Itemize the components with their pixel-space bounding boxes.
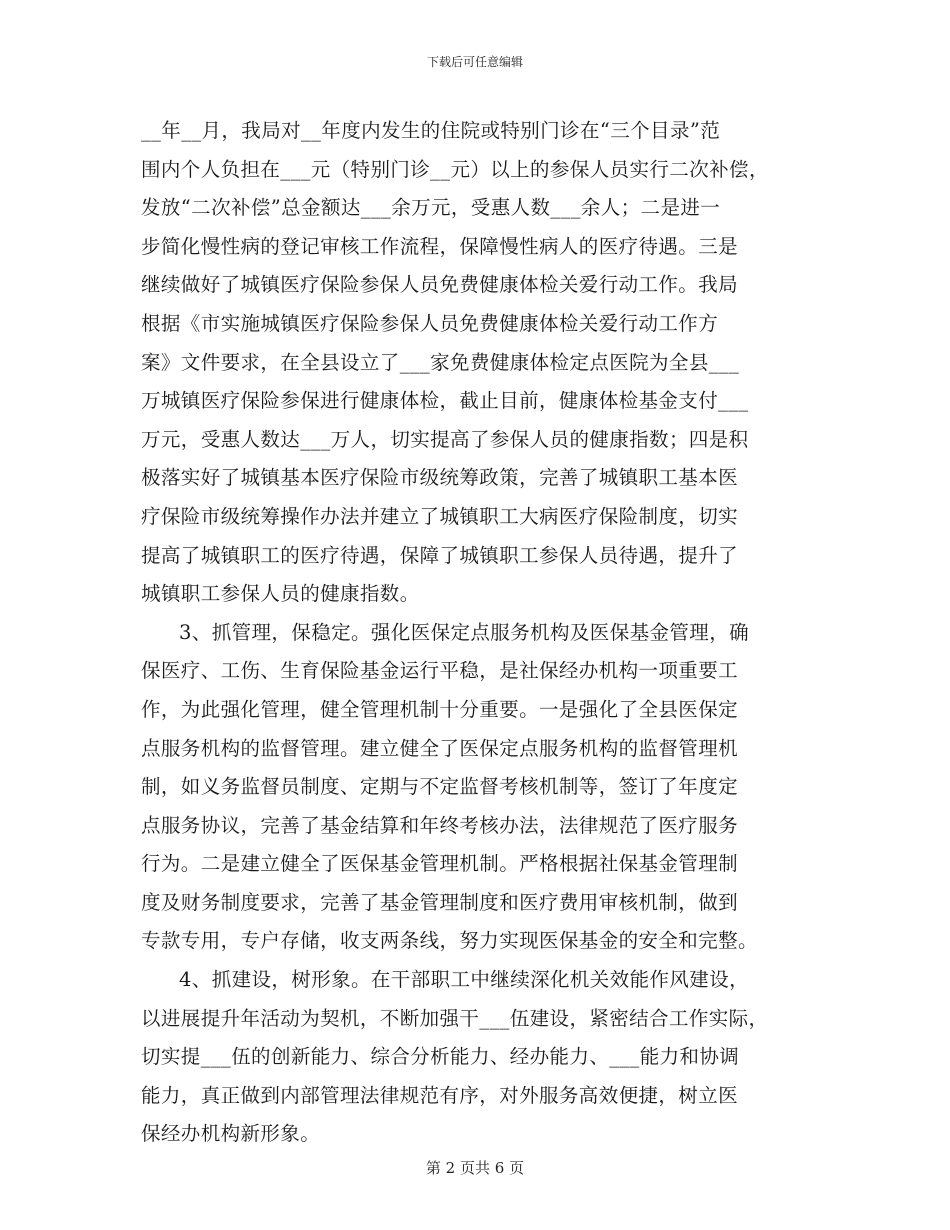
text-line: 4、抓建设，树形象。在干部职工中继续深化机关效能作风建设， xyxy=(179,968,750,992)
text-line: 提高了城镇职工的医疗待遇，保障了城镇职工参保人员待遇，提升了 xyxy=(141,543,739,567)
document-body xyxy=(141,112,811,1154)
text-line: 作，为此强化管理，健全管理机制十分重要。一是强化了全县医保定 xyxy=(141,697,739,721)
text-line: 步简化慢性病的登记审核工作流程，保障慢性病人的医疗待遇。三是 xyxy=(141,234,739,258)
text-line: 制，如义务监督员制度、定期与不定监督考核机制等，签订了年度定 xyxy=(141,775,739,799)
text-line: 点服务机构的监督管理。建立健全了医保定点服务机构的监督管理机 xyxy=(141,736,739,760)
text-line: 保医疗、工伤、生育保险基金运行平稳，是社保经办机构一项重要工 xyxy=(141,659,739,683)
text-line: 万元，受惠人数达___万人，切实提高了参保人员的健康指数；四是积 xyxy=(141,427,749,451)
text-line: 城镇职工参保人员的健康指数。 xyxy=(141,582,420,606)
text-line: 点服务协议，完善了基金结算和年终考核办法，法律规范了医疗服务 xyxy=(141,813,739,837)
text-line: 专款专用，专户存储，收支两条线，努力实现医保基金的安全和完整。 xyxy=(141,929,758,953)
page-header: 下载后可任意编辑 xyxy=(426,55,523,69)
text-line: 极落实好了城镇基本医疗保险市级统筹政策，完善了城镇职工基本医 xyxy=(141,466,739,490)
text-line: 围内个人负担在___元（特别门诊__元）以上的参保人员实行二次补偿， xyxy=(141,157,769,181)
text-line: 根据《市实施城镇医疗保险参保人员免费健康体检关爱行动工作方 xyxy=(141,311,719,335)
text-line: 案》文件要求，在全县设立了___家免费健康体检定点医院为全县___ xyxy=(141,350,740,374)
text-line: 继续做好了城镇医疗保险参保人员免费健康体检关爱行动工作。我局 xyxy=(141,273,739,297)
text-line: 发放“二次补偿”总金额达___余万元，受惠人数___余人；二是进一 xyxy=(141,196,721,220)
text-line: 行为。二是建立健全了医保基金管理机制。严格根据社保基金管理制 xyxy=(141,852,739,876)
text-line: 万城镇医疗保险参保进行健康体检，截止目前，健康体检基金支付___ xyxy=(141,389,749,413)
text-line: 能力，真正做到内部管理法律规范有序，对外服务高效便捷，树立医 xyxy=(141,1083,739,1107)
text-line: __年__月，我局对__年度内发生的住院或特别门诊在“三个目录”范 xyxy=(141,119,721,142)
text-line: 切实提___伍的创新能力、综合分析能力、经办能力、___能力和协调 xyxy=(141,1045,740,1069)
text-line: 疗保险市级统筹操作办法并建立了城镇职工大病医疗保险制度，切实 xyxy=(141,504,739,528)
text-line: 3、抓管理，保稳定。强化医保定点服务机构及医保基金管理，确 xyxy=(179,620,750,644)
text-line: 度及财务制度要求，完善了基金管理制度和医疗费用审核机制，做到 xyxy=(141,890,739,914)
page-footer: 第 2 页共 6 页 xyxy=(425,1159,525,1177)
text-line: 保经办机构新形象。 xyxy=(141,1122,321,1146)
text-line: 以进展提升年活动为契机，不断加强干___伍建设，紧密结合工作实际， xyxy=(141,1006,769,1030)
